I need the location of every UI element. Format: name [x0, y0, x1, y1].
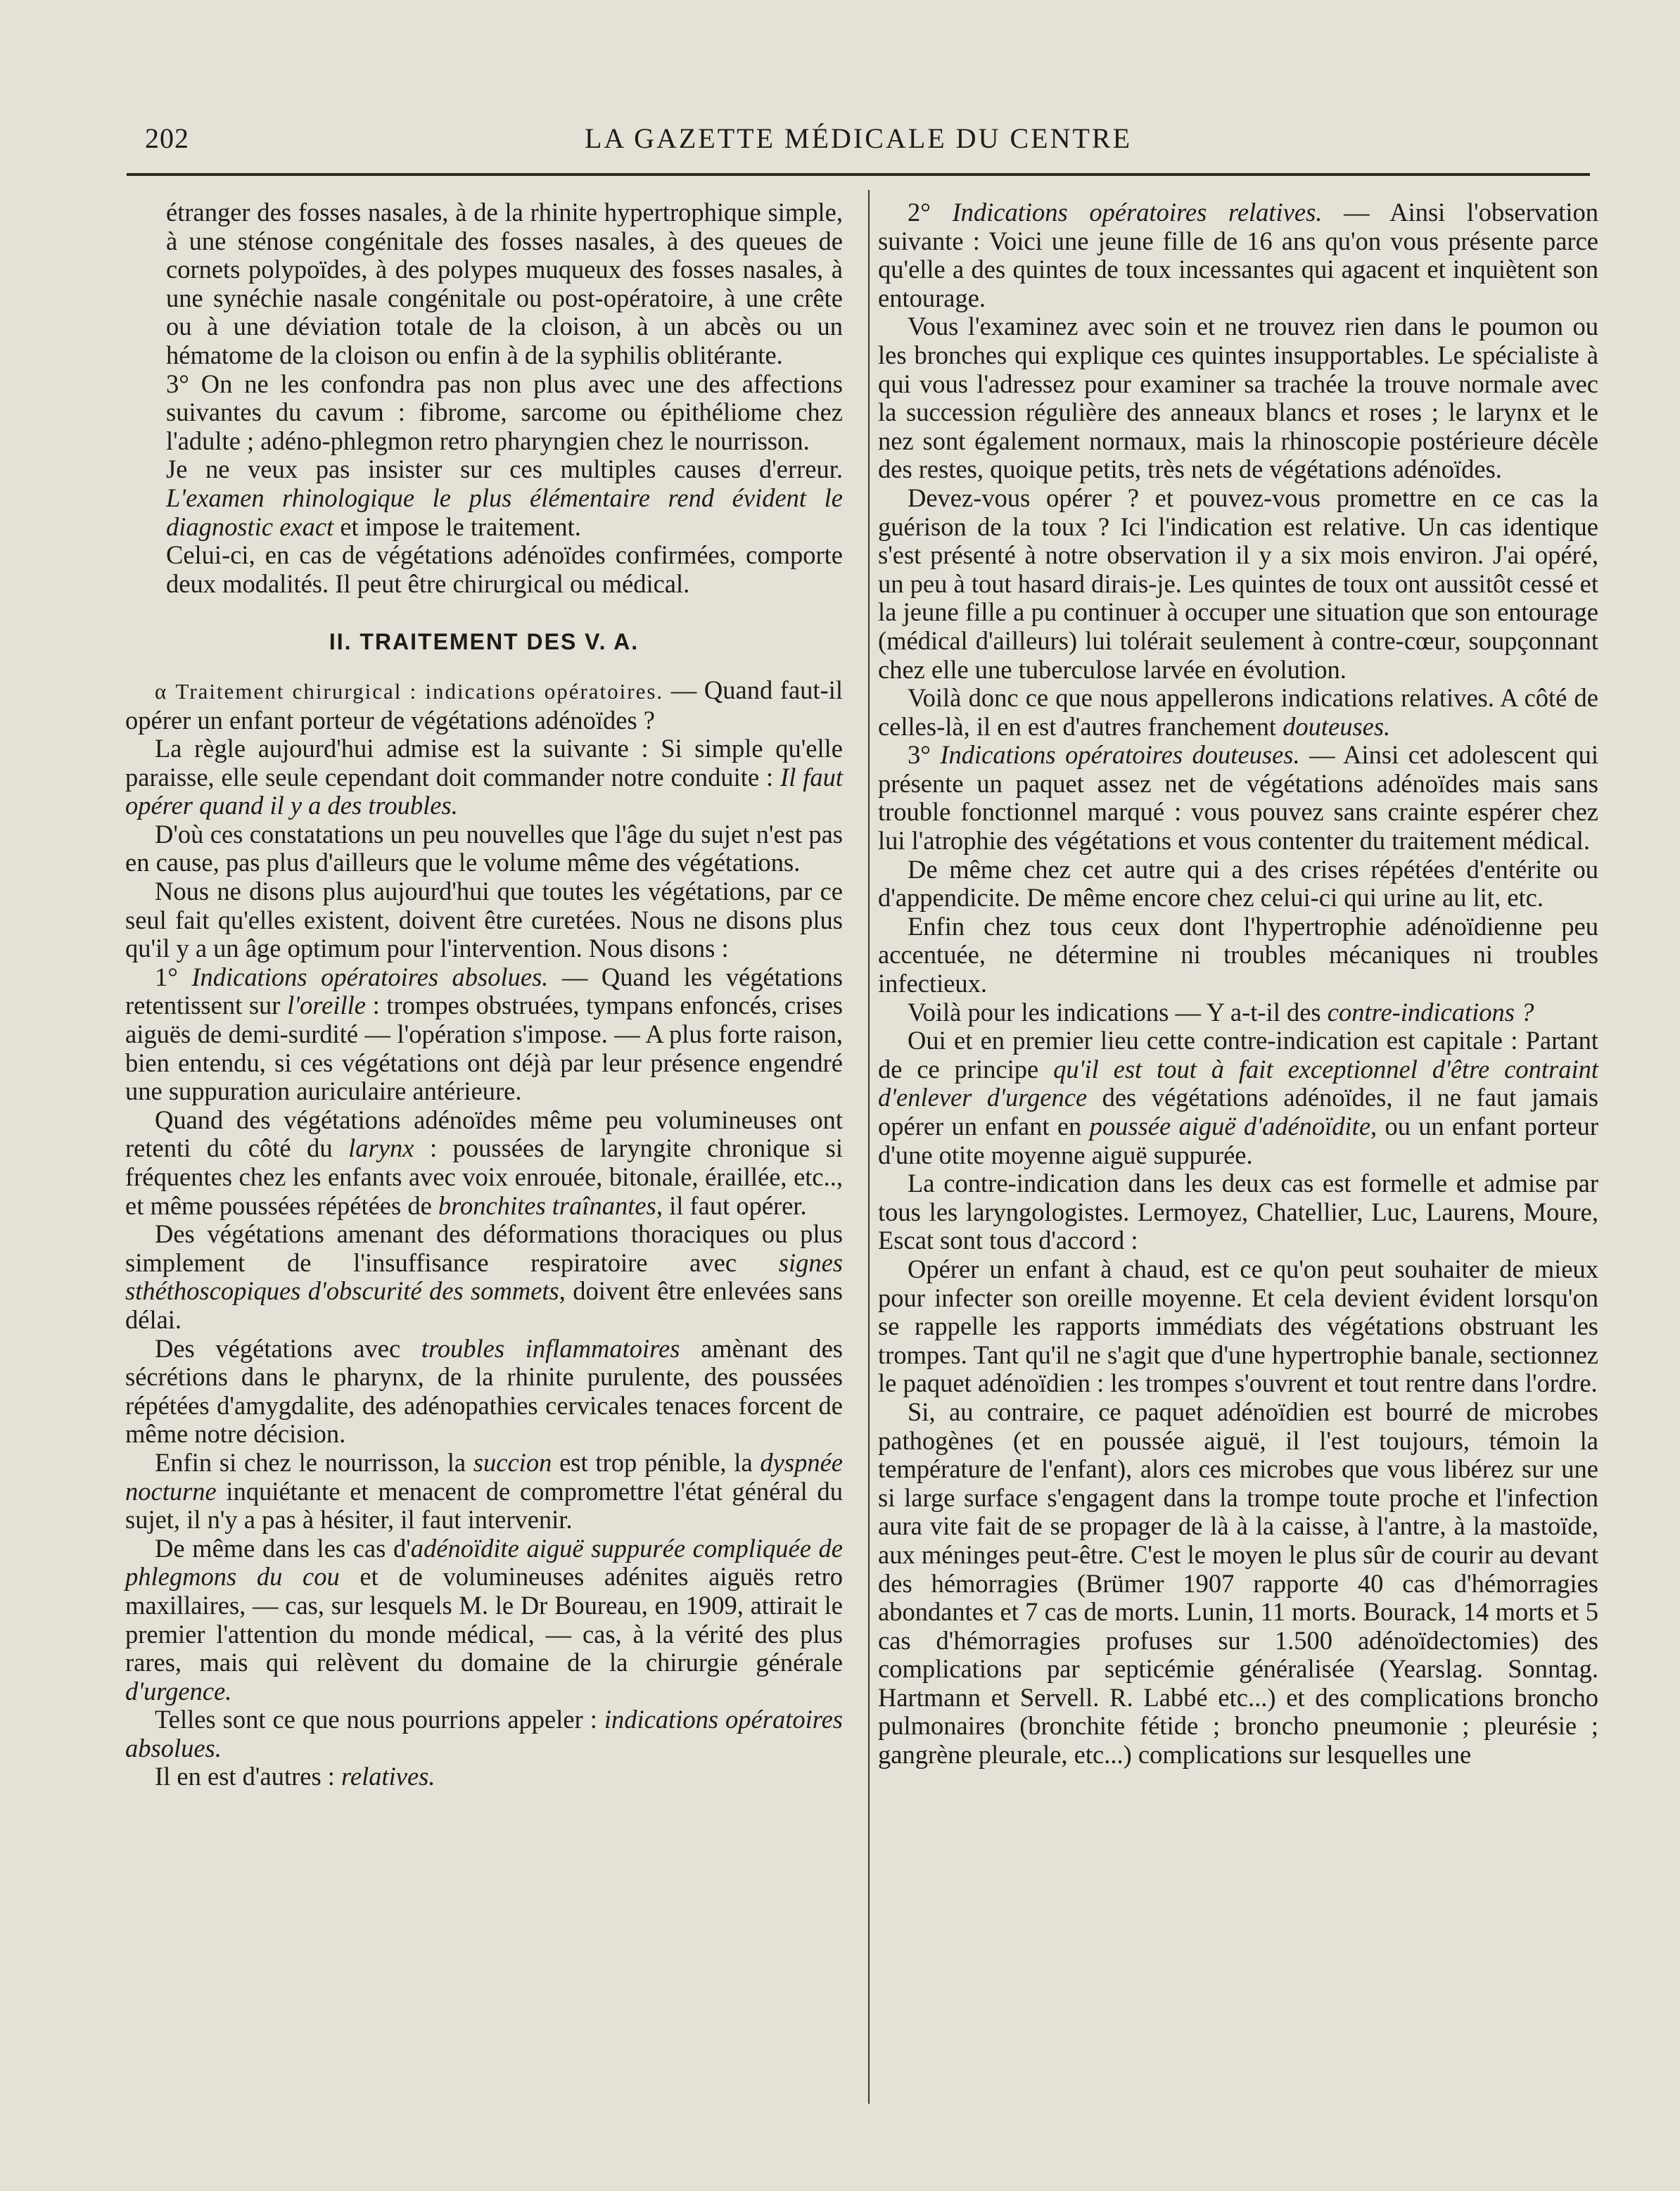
- italic-text: adénoïdite aiguë suppurée compliquée de phlegmons du cou: [125, 1533, 843, 1592]
- italic-text: L'examen rhinologique le plus élémentaire rend évident le diagnostic exact: [166, 483, 843, 541]
- italic-text: troubles inflammatoires: [421, 1333, 680, 1363]
- italic-text: Indications opératoires douteuses.: [940, 740, 1300, 770]
- paragraph: [125, 1706, 843, 1763]
- text: D'où ces constatations un peu nouvelles que l'âge du sujet n'est pas en cause, pas plus d'ailleurs que le volume même des végétations.: [125, 819, 843, 877]
- paragraph: [125, 455, 843, 541]
- column-divider: [868, 190, 870, 2104]
- paragraph: [878, 484, 1598, 684]
- italic-text: d'urgence.: [125, 1676, 232, 1706]
- subheading: α Traitement chirurgical : indications opératoires.: [155, 678, 664, 704]
- text: De même dans les cas d': [155, 1533, 411, 1563]
- paragraph: [878, 684, 1598, 741]
- paragraph: [878, 856, 1598, 913]
- text: Devez-vous opérer ? et pouvez-vous promettre en ce cas la guérison de la toux ? Ici l'indication est relative. Un cas identique s'est présenté à notre observation il y a six mois environ. J'ai opéré, un peu à tout hasard dirais-je. Les quintes de toux ont aussitôt cessé et la jeune fille a pu continuer à occuper une situation que son entourage (médical d'ailleurs) lui tolérait seulement à contre-cœur, soupçonnant chez elle une tuberculose larvée en évolution.: [878, 483, 1598, 684]
- text: est trop pénible, la: [552, 1447, 761, 1477]
- page-header: [127, 116, 1590, 165]
- italic-text: contre-indications ?: [1327, 997, 1534, 1027]
- text: — Quand faut-il opérer un enfant porteur de végétations adénoïdes ?: [125, 675, 843, 735]
- text: Opérer un enfant à chaud, est ce qu'on peut souhaiter de mieux pour infecter son oreille moyenne. Et cela devient évident lorsqu'on se rappelle les rapports immédiats des végétations obstruant les trompes. Tant qu'il ne s'agit que d'une hypertrophie banale, sectionnez le paquet adénoïdien : les trompes s'ouvrent et tout rentre dans l'ordre.: [878, 1254, 1598, 1398]
- paragraph: [125, 1335, 843, 1449]
- text: — Ainsi cet adolescent qui présente un paquet assez net de végétations adénoïdes mais sans trouble fonctionnel marqué : vous pouvez sans crainte espérer chez lui l'atrophie des végétations et vous contenter du traitement médical.: [878, 740, 1598, 856]
- text: La contre-indication dans les deux cas est formelle et admise par tous les laryngologistes. Lermoyez, Chatellier, Luc, Laurens, Moure, Escat sont tous d'accord :: [878, 1169, 1598, 1255]
- paragraph: [878, 1398, 1598, 1770]
- section-heading: II. TRAITEMENT DES V. A.: [329, 629, 639, 655]
- text: Je ne veux pas insister sur ces multiples causes d'erreur.: [166, 455, 843, 484]
- italic-text: indications opératoires absolues.: [125, 1705, 843, 1763]
- text: Quand des végétations adénoïdes même peu volumineuses ont retenti du côté du: [125, 1105, 843, 1163]
- text: 2°: [908, 198, 953, 227]
- text: Voilà donc ce que nous appellerons indications relatives. A côté de celles-là, il en est d'autres franchement: [878, 683, 1598, 741]
- paragraph: [125, 1106, 843, 1220]
- header-rule: [127, 173, 1590, 176]
- text: étranger des fosses nasales, à de la rhinite hypertrophique simple, à une sténose congénitale des fosses nasales, à des queues de cornets polypoïdes, à des polypes muqueux des fosses nasales, à une synéchie nasale congénitale ou post-opératoire, à une crête ou à une déviation totale de la cloison, à un abcès ou un hématome de la cloison ou enfin à de la syphilis oblitérante.: [166, 198, 843, 369]
- text: Nous ne disons plus aujourd'hui que toutes les végétations, par ce seul fait qu'elles existent, doivent être curetées. Nous ne disons plus qu'il y a un âge optimum pour l'intervention. Nous disons :: [125, 877, 843, 963]
- italic-text: poussée aiguë d'adénoïdite: [1089, 1112, 1371, 1141]
- text: : trompes obstruées, tympans enfoncés, crises aiguës de demi-surdité — l'opération s'impose. — A plus forte raison, bien entendu, si ces végétations ont déjà par leur présence engendré une suppuration auriculaire antérieure.: [125, 991, 843, 1106]
- paragraph: [878, 998, 1598, 1027]
- text: , il faut opérer.: [656, 1190, 807, 1220]
- paragraph: [878, 1169, 1598, 1255]
- text: Si, au contraire, ce paquet adénoïdien est bourré de microbes pathogènes (et en poussée aiguë, il l'est toujours, témoin la température de l'enfant), alors ces microbes que vous libérez sur une si large surface s'engagent dans la trompe toute proche et l'infection aura vite fait de se propager de là à la caisse, à l'antre, à la mastoïde, aux méninges peut-être. C'est le moyen le plus sûr de courir au devant des hémorragies (Brümer 1907 rapporte 40 cas d'hémorragies abondantes et 7 cas de morts. Lunin, 11 morts. Bourack, 14 morts et 5 cas d'hémorragies profuses sur 1.500 adénoïdectomies) des complications par septicémie généralisée (Yearslag. Sonntag. Hartmann et Servell. R. Labbé etc...) et des complications broncho pulmonaires (bronchite fétide ; broncho pneumonie ; pleurésie ; gangrène pleurale, etc...) complications sur lesquelles une: [878, 1397, 1598, 1770]
- paragraph: [125, 735, 843, 820]
- paragraph: [878, 312, 1598, 484]
- paragraph: [125, 676, 843, 735]
- paragraph: [878, 1255, 1598, 1398]
- text: 3° On ne les confondra pas non plus avec une des affections suivantes du cavum : fibrome, sarcome ou épithéliome chez l'adulte ; adéno-phlegmon retro pharyngien chez le nourrisson.: [166, 369, 843, 455]
- text: La règle aujourd'hui admise est la suivante : Si simple qu'elle paraisse, elle seule cependant doit commander notre conduite :: [125, 734, 843, 792]
- paragraph: [125, 1220, 843, 1334]
- italic-text: succion: [473, 1447, 552, 1477]
- text: des végétations adénoïdes, il ne faut jamais opérer un enfant en: [878, 1083, 1598, 1141]
- text: 3°: [908, 740, 941, 770]
- italic-text: dyspnée nocturne: [125, 1447, 843, 1506]
- text: Il en est d'autres :: [155, 1762, 342, 1791]
- text: et impose le traitement.: [333, 512, 581, 541]
- paragraph: [125, 820, 843, 877]
- text: Des végétations amenant des déformations thoraciques ou plus simplement de l'insuffisance respiratoire avec: [125, 1219, 843, 1277]
- right-column: [878, 198, 1598, 1770]
- text: , ou un enfant porteur d'une otite moyenne aiguë suppurée.: [878, 1112, 1598, 1169]
- text: Celui-ci, en cas de végétations adénoïdes confirmées, comporte deux modalités. Il peut être chirurgical ou médical.: [166, 540, 843, 598]
- italic-text: larynx: [348, 1133, 414, 1163]
- text: Voilà pour les indications — Y a-t-il des: [908, 997, 1328, 1027]
- text: Oui et en premier lieu cette contre-indication est capitale : Partant de ce principe: [878, 1026, 1598, 1084]
- italic-text: relatives.: [341, 1762, 435, 1791]
- italic-text: l'oreille: [287, 991, 366, 1020]
- text: Vous l'examinez avec soin et ne trouvez rien dans le poumon ou les bronches qui explique ces quintes insupportables. Le spécialiste à qui vous l'adressez pour examiner sa trachée la trouve normale avec la succession régulière des anneaux blancs et roses ; le larynx et le nez sont également normaux, mais la rhinoscopie postérieure décèle des restes, quoique petits, très nets de végétations adénoïdes.: [878, 312, 1598, 484]
- paragraph: [125, 877, 843, 963]
- text: 1°: [155, 962, 192, 991]
- text: Enfin chez tous ceux dont l'hypertrophie adénoïdienne peu accentuée, ne détermine ni troubles mécaniques ni troubles infectieux.: [878, 911, 1598, 998]
- text: Telles sont ce que nous pourrions appeler :: [155, 1705, 604, 1734]
- page-number: 202: [145, 122, 189, 154]
- text: Des végétations avec: [155, 1333, 421, 1363]
- paragraph: [878, 1027, 1598, 1169]
- text: De même chez cet autre qui a des crises répétées d'entérite ou d'appendicite. De même encore chez celui-ci qui urine au lit, etc.: [878, 854, 1598, 913]
- left-column: [125, 198, 843, 1791]
- italic-text: douteuses.: [1283, 711, 1391, 741]
- paragraph: [878, 741, 1598, 855]
- italic-text: Indications opératoires relatives.: [952, 198, 1323, 227]
- paragraph: [125, 541, 843, 598]
- italic-text: signes sthéthoscopiques d'obscurité des sommets: [125, 1247, 843, 1306]
- text: amènant des sécrétions dans le pharynx, de la rhinite purulente, des poussées répétées d'amygdalite, des adénopathies cervicales tenaces forcent de même notre décision.: [125, 1333, 844, 1449]
- text: — Quand les végétations retentissent sur: [125, 962, 843, 1020]
- text: Enfin si chez le nourrisson, la: [155, 1447, 473, 1477]
- paragraph: [125, 370, 843, 456]
- italic-text: qu'il est tout à fait exceptionnel d'être contraint d'enlever d'urgence: [878, 1054, 1598, 1112]
- italic-text: bronchites traînantes: [438, 1190, 656, 1220]
- journal-title: LA GAZETTE MÉDICALE DU CENTRE: [584, 122, 1132, 154]
- text: et de volumineuses adénites aiguës retro maxillaires, — cas, sur lesquels M. le Dr Boureau, en 1909, attirait le premier l'attention du monde médical, — cas, à la vérité des plus rares, mais qui relèvent du domaine de la chirurgie générale: [125, 1562, 843, 1677]
- paragraph: [125, 963, 843, 1106]
- text: , doivent être enlevées sans délai.: [125, 1276, 843, 1334]
- paragraph: [125, 1763, 843, 1791]
- paragraph: [125, 1535, 843, 1706]
- italic-text: Indications opératoires absolues.: [191, 962, 549, 991]
- text: inquiétante et menacent de compromettre l'état général du sujet, il n'y a pas à hésiter, il faut intervenir.: [125, 1476, 843, 1535]
- paragraph: [125, 198, 843, 370]
- italic-text: Il faut opérer quand il y a des troubles.: [125, 762, 843, 820]
- paragraph: [878, 198, 1598, 312]
- paragraph: [878, 913, 1598, 998]
- paragraph: [125, 1449, 843, 1535]
- text: — Ainsi l'observation suivante : Voici une jeune fille de 16 ans qu'on vous présente parce qu'elle a des quintes de toux incessantes qui agacent et inquiètent son entourage.: [878, 198, 1598, 312]
- text: : poussées de laryngite chronique si fréquentes chez les enfants avec voix enrouée, bitonale, éraillée, etc.., et même poussées répétées de: [125, 1133, 843, 1220]
